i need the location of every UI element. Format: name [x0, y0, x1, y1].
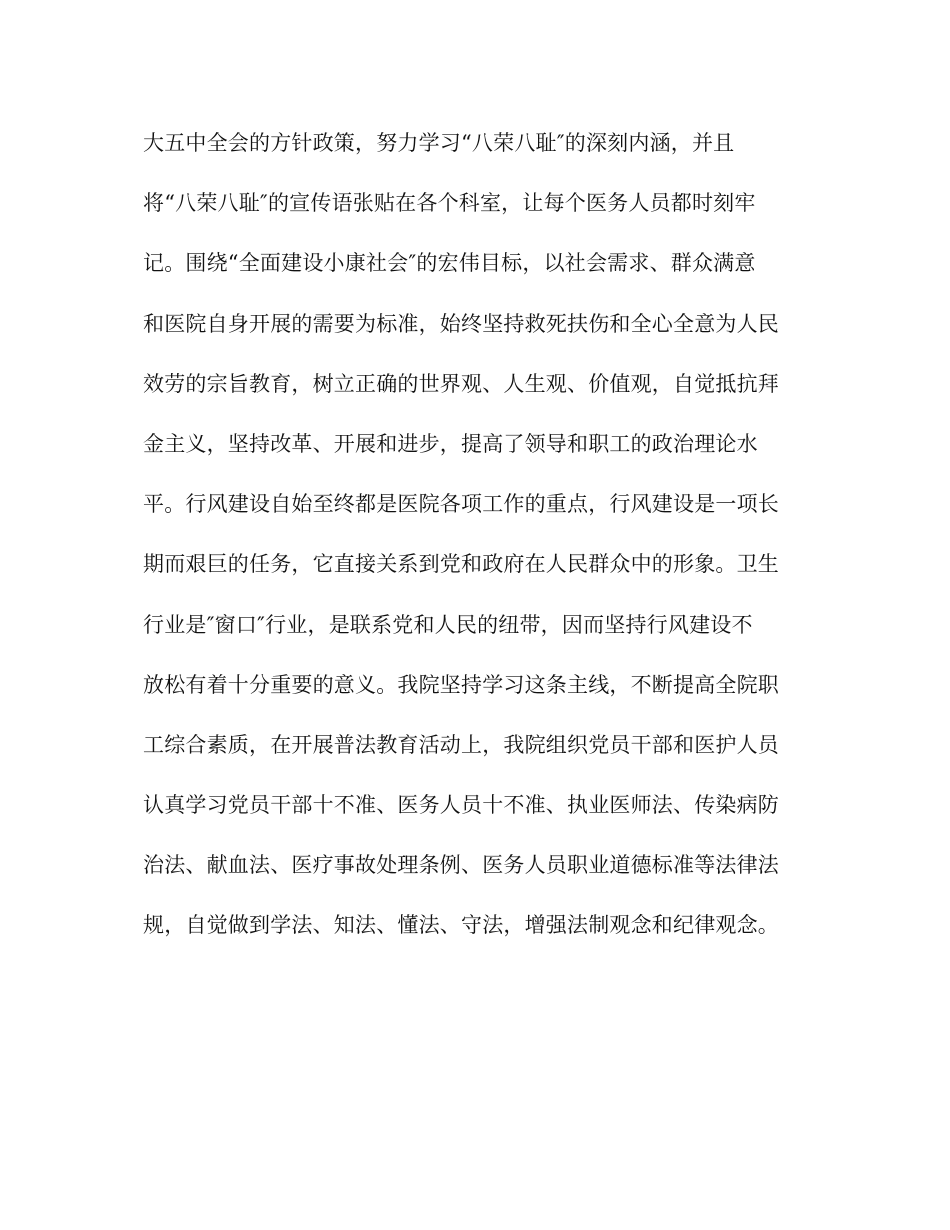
text-line: 放松有着十分重要的意义。我院坚持学习这条主线，不断提高全院职 [143, 672, 779, 697]
text-line: 大五中全会的方针政策，努力学习“八荣八耻″的深刻内涵，并且 [143, 131, 735, 155]
text-line: 将“八荣八耻″的宣传语张贴在各个科室，让每个医务人员都时刻牢 [143, 191, 756, 216]
body-paragraph [143, 113, 813, 956]
text-line: 认真学习党员干部十不准、医务人员十不准、执业医师法、传染病防 [143, 793, 779, 818]
text-line: 行业是″窗口″行业，是联系党和人民的纽带，因而坚持行风建设不 [143, 612, 753, 637]
text-line: 效劳的宗旨教育，树立正确的世界观、人生观、价值观，自觉抵抗拜 [143, 371, 779, 396]
text-line: 金主义，坚持改革、开展和进步，提高了领导和职工的政治理论水 [143, 431, 758, 456]
text-line: 工综合素质，在开展普法教育活动上，我院组织党员干部和医护人员 [143, 732, 779, 757]
text-line: 规，自觉做到学法、知法、懂法、守法，增强法制观念和纪律观念。 [143, 913, 779, 938]
text-line: 记。围绕“全面建设小康社会″的宏伟目标，以社会需求、群众满意 [143, 251, 756, 276]
text-line: 期而艰巨的任务，它直接关系到党和政府在人民群众中的形象。卫生 [143, 552, 779, 577]
text-line: 治法、献血法、医疗事故处理条例、医务人员职业道德标准等法律法 [143, 853, 779, 878]
text-line: 和医院自身开展的需要为标准，始终坚持救死扶伤和全心全意为人民 [143, 311, 779, 336]
text-line: 平。行风建设自始至终都是医院各项工作的重点，行风建设是一项长 [143, 492, 779, 517]
